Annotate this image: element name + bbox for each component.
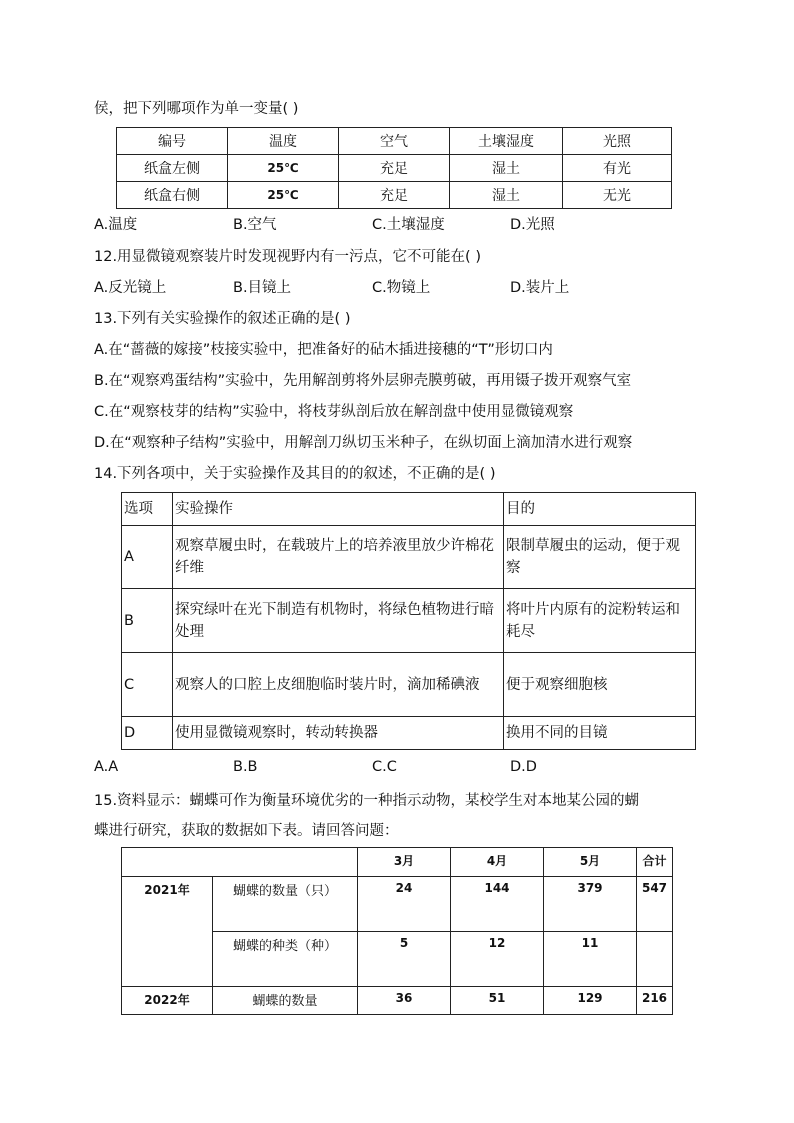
table-cell: 25℃: [228, 182, 339, 209]
option-c[interactable]: C.物镜上: [372, 280, 431, 296]
table-header-cell: 目的: [504, 493, 696, 526]
table-header-cell: 光照: [563, 128, 672, 155]
table-cell: 充足: [339, 182, 450, 209]
row-label-cell: 蝴蝶的数量（只）: [213, 877, 358, 932]
table-cell: 5: [358, 932, 451, 987]
table-cell: 纸盒右侧: [117, 182, 228, 209]
option-b[interactable]: B.空气: [233, 217, 277, 233]
q15-stem-line2: 蝶进行研究，获取的数据如下表。请回答问题：: [94, 823, 399, 839]
q11-stem-tail: 侯，把下列哪项作为单一变量( ): [94, 101, 299, 117]
option-b[interactable]: B.在“观察鸡蛋结构”实验中，先用解剖剪将外层卵壳膜剪破，再用镊子拨开观察气室: [94, 373, 632, 389]
q15-stem-line1: 15.资料显示：蝴蝶可作为衡量环境优劣的一种指示动物，某校学生对本地某公园的蝴: [94, 793, 640, 809]
option-c[interactable]: C.在“观察枝芽的结构”实验中，将枝芽纵剖后放在解剖盘中使用显微镜观察: [94, 404, 574, 420]
option-a[interactable]: A.A: [94, 759, 119, 775]
option-d[interactable]: D.在“观察种子结构”实验中，用解剖刀纵切玉米种子，在纵切面上滴加清水进行观察: [94, 435, 633, 451]
table-header-cell: 温度: [228, 128, 339, 155]
table-header-row: [122, 493, 696, 526]
q15-table: [121, 847, 673, 1015]
table-cell: 湿土: [450, 182, 563, 209]
table-cell: 51: [451, 987, 544, 1015]
table-header-cell: 合计: [637, 848, 673, 877]
table-cell: 36: [358, 987, 451, 1015]
table-header-cell: 选项: [122, 493, 173, 526]
table-cell: 216: [637, 987, 673, 1015]
option-a[interactable]: A.温度: [94, 217, 138, 233]
table-header-row: [117, 128, 672, 155]
table-row: [122, 717, 696, 750]
option-b[interactable]: B.B: [233, 759, 258, 775]
table-header-cell: [122, 848, 358, 877]
q13-stem: 13.下列有关实验操作的叙述正确的是( ): [94, 311, 351, 327]
table-cell: 使用显微镜观察时，转动转换器: [173, 717, 504, 750]
table-header-cell: 实验操作: [173, 493, 504, 526]
table-row: [122, 653, 696, 717]
table-cell: 观察草履虫时，在载玻片上的培养液里放少许棉花纤维: [173, 526, 504, 589]
option-a[interactable]: A.在“蔷薇的嫁接”枝接实验中，把准备好的砧木插进接穗的“T”形切口内: [94, 342, 553, 358]
table-header-cell: 5月: [544, 848, 637, 877]
table-cell: 11: [544, 932, 637, 987]
q14-stem: 14.下列各项中，关于实验操作及其目的的叙述，不正确的是( ): [94, 466, 496, 482]
table-cell: B: [122, 589, 173, 653]
table-header-cell: 编号: [117, 128, 228, 155]
table-cell: D: [122, 717, 173, 750]
table-row: [122, 526, 696, 589]
table-header-cell: 3月: [358, 848, 451, 877]
option-c[interactable]: C.C: [372, 759, 397, 775]
table-cell: 湿土: [450, 155, 563, 182]
table-cell: 547: [637, 877, 673, 932]
table-cell: 换用不同的目镜: [504, 717, 696, 750]
table-row: [122, 987, 673, 1015]
table-cell: 将叶片内原有的淀粉转运和耗尽: [504, 589, 696, 653]
table-cell: 有光: [563, 155, 672, 182]
table-cell: 24: [358, 877, 451, 932]
q12-stem: 12.用显微镜观察装片时发现视野内有一污点，它不可能在( ): [94, 249, 481, 265]
option-c[interactable]: C.土壤湿度: [372, 217, 445, 233]
option-d[interactable]: D.D: [510, 759, 537, 775]
table-cell: 无光: [563, 182, 672, 209]
table-cell: 纸盒左侧: [117, 155, 228, 182]
table-cell: 观察人的口腔上皮细胞临时装片时，滴加稀碘液: [173, 653, 504, 717]
table-row: [122, 589, 696, 653]
table-cell: 便于观察细胞核: [504, 653, 696, 717]
table-cell: 限制草履虫的运动，便于观察: [504, 526, 696, 589]
year-cell: 2022年: [122, 987, 213, 1015]
table-cell: 379: [544, 877, 637, 932]
option-b[interactable]: B.目镜上: [233, 280, 292, 296]
table-header-row: [122, 848, 673, 877]
q14-table: [121, 492, 696, 750]
table-header-cell: 土壤湿度: [450, 128, 563, 155]
option-d[interactable]: D.装片上: [510, 280, 570, 296]
table-cell: 充足: [339, 155, 450, 182]
table-header-cell: 空气: [339, 128, 450, 155]
option-d[interactable]: D.光照: [510, 217, 555, 233]
q11-table: [116, 127, 672, 209]
table-cell: 129: [544, 987, 637, 1015]
table-row: [122, 877, 673, 932]
row-label-cell: 蝴蝶的数量: [213, 987, 358, 1015]
table-cell: A: [122, 526, 173, 589]
table-cell: 12: [451, 932, 544, 987]
row-label-cell: 蝴蝶的种类（种）: [213, 932, 358, 987]
table-header-cell: 4月: [451, 848, 544, 877]
option-a[interactable]: A.反光镜上: [94, 280, 167, 296]
table-row: [117, 155, 672, 182]
year-cell: 2021年: [122, 877, 213, 987]
table-cell: [637, 932, 673, 987]
table-cell: 探究绿叶在光下制造有机物时，将绿色植物进行暗处理: [173, 589, 504, 653]
table-row: [117, 182, 672, 209]
table-cell: 144: [451, 877, 544, 932]
table-cell: C: [122, 653, 173, 717]
table-cell: 25℃: [228, 155, 339, 182]
